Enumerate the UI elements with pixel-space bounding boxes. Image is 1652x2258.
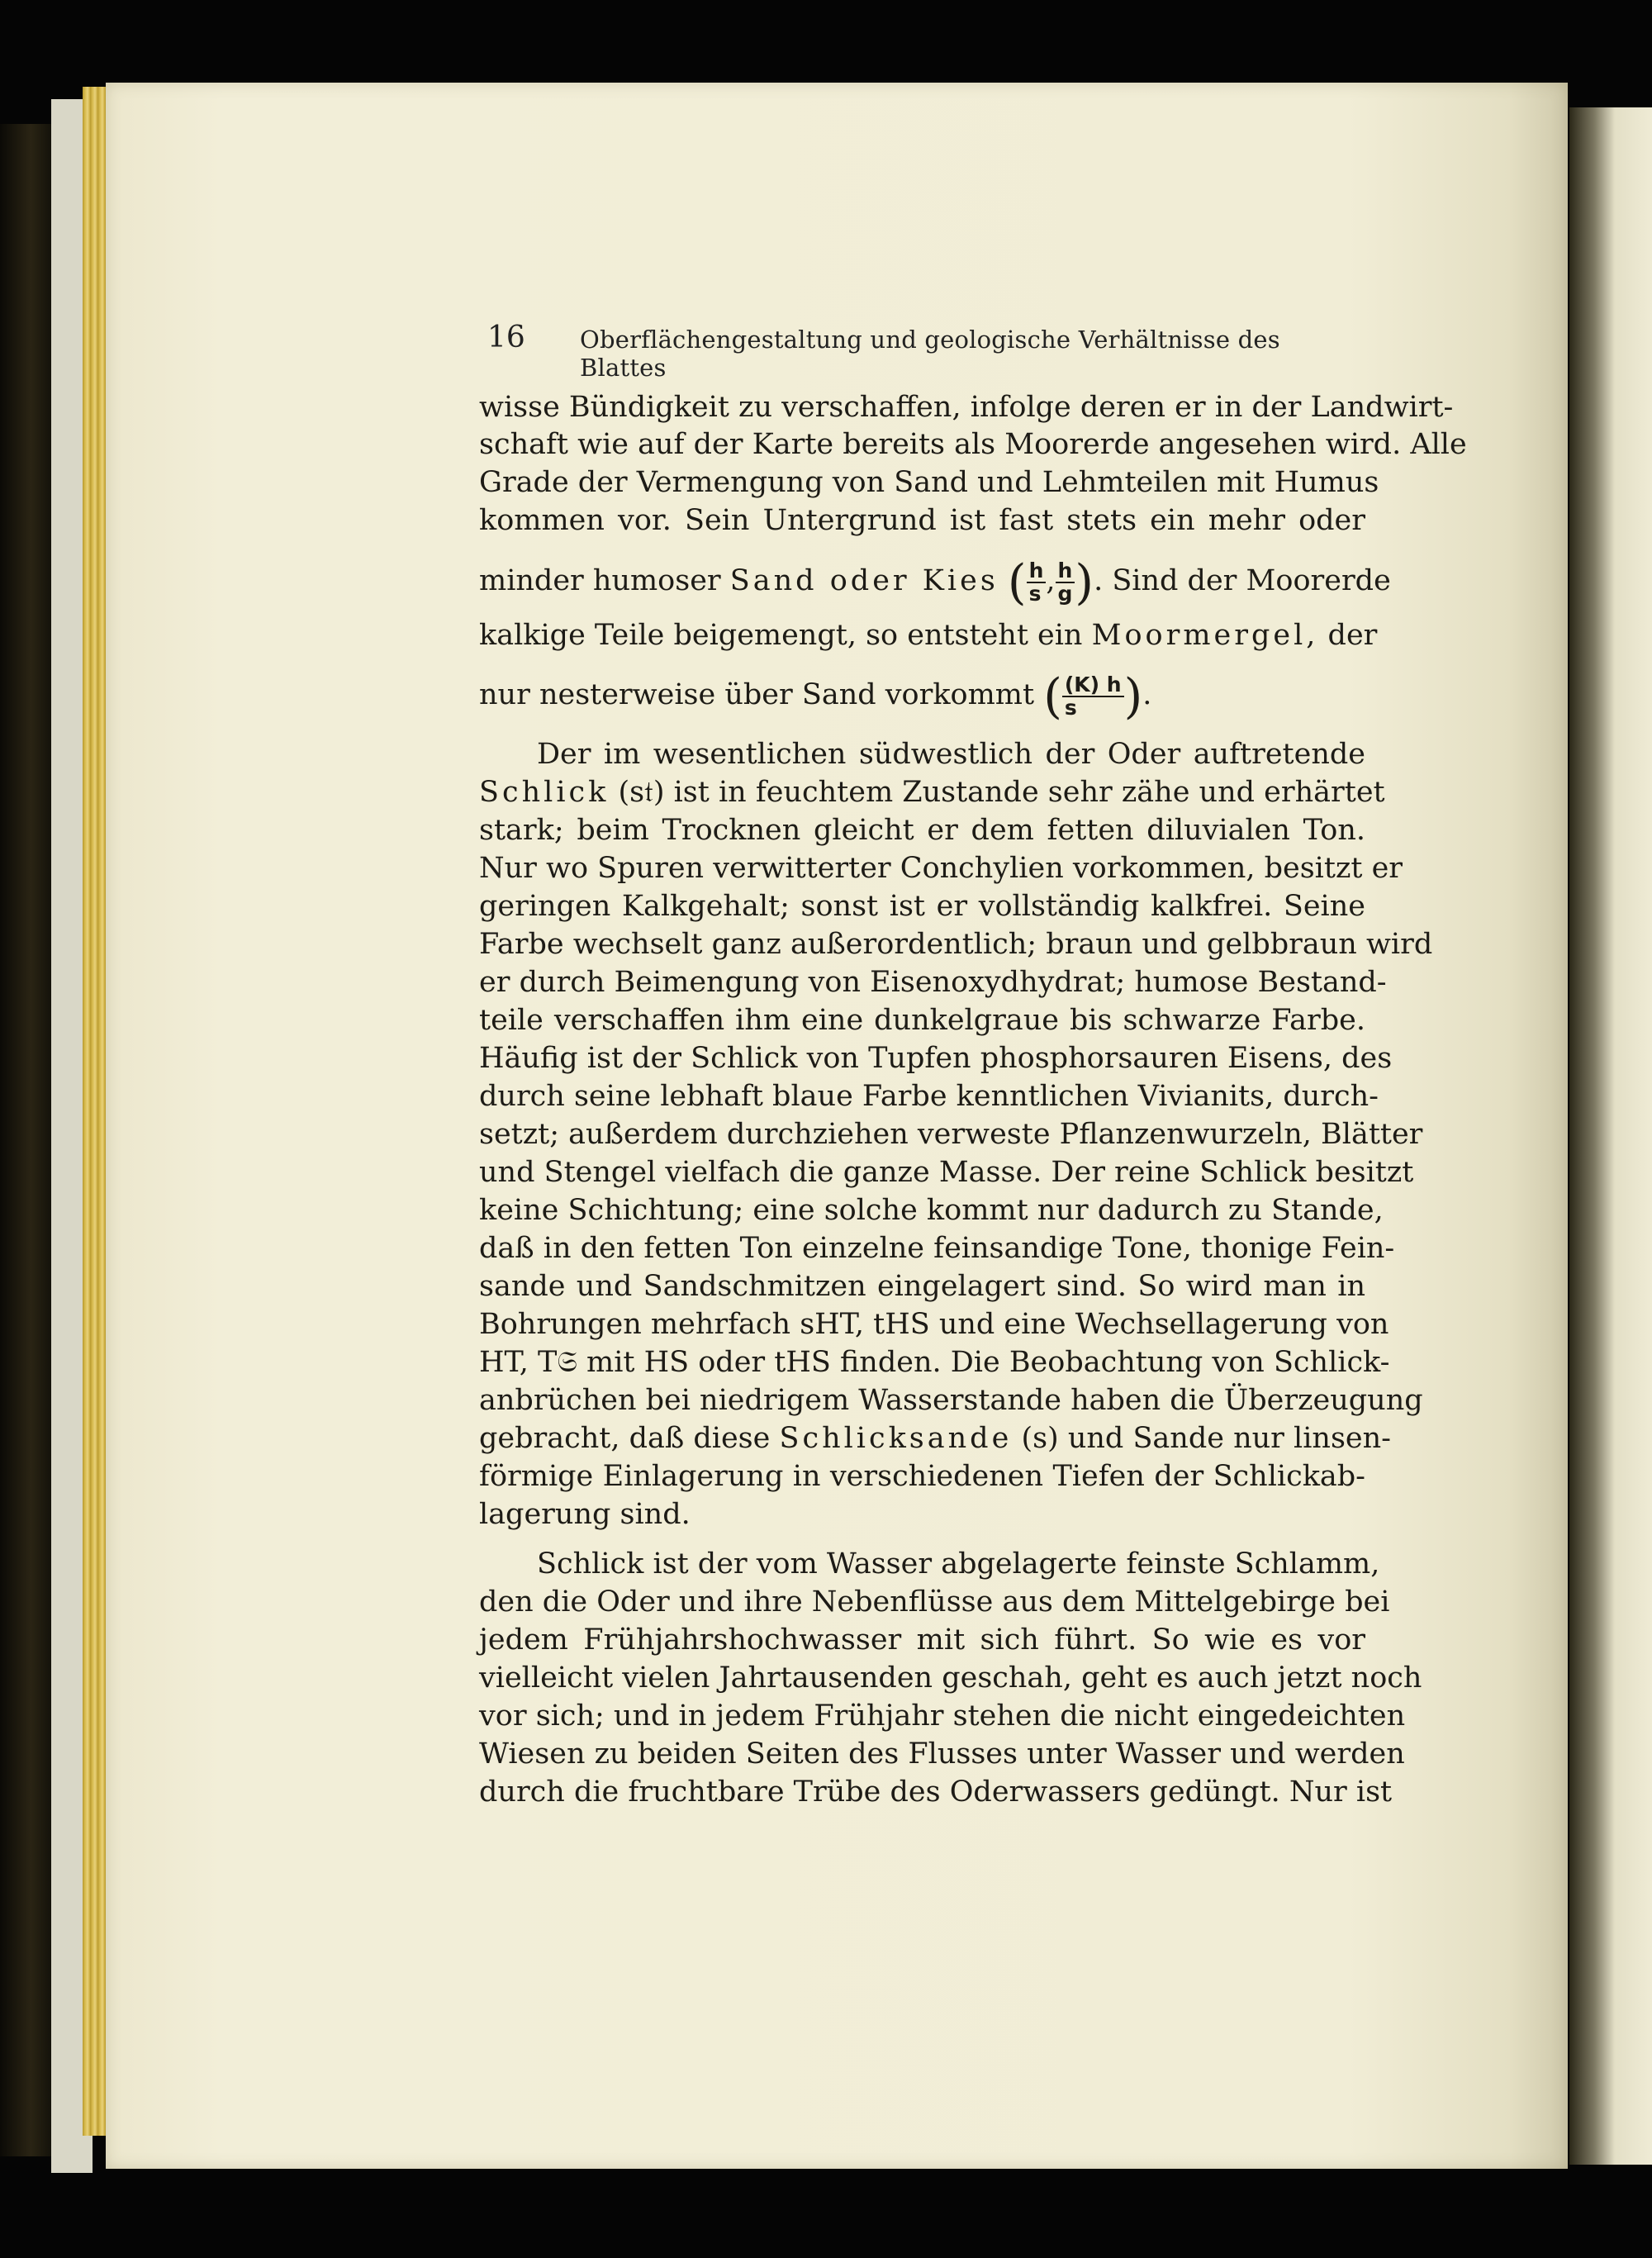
text-line: durch seine lebhaft blaue Farbe kenntlichen Vivianits, durch-	[479, 1080, 1379, 1113]
text-line: sande und Sandschmitzen eingelagert sind. So wird man in	[479, 1270, 1365, 1303]
spaced-term: Schlick	[479, 776, 610, 809]
text-line: vor sich; und in jedem Frühjahr stehen die nicht eingedeichten	[479, 1699, 1406, 1733]
spaced-term: Moormergel,	[1091, 619, 1319, 652]
text-line: geringen Kalkgehalt; sonst ist er vollständig kalkfrei. Seine	[479, 890, 1365, 923]
page-header	[487, 321, 1363, 382]
text-line: stark; beim Trocknen gleicht er dem fetten diluvialen Ton.	[479, 814, 1365, 847]
spaced-term: Sand oder Kies	[729, 564, 999, 597]
text-line: kommen vor. Sein Untergrund ist fast stets ein mehr oder	[479, 504, 1365, 537]
text-line: keine Schichtung; eine solche kommt nur dadurch zu Stande,	[479, 1194, 1384, 1227]
text-line: kalkige Teile beigemengt, so entsteht ein Moormergel, der	[479, 619, 1378, 652]
text-line: Bohrungen mehrfach sHT, tHS und eine Wechsellagerung von	[479, 1308, 1389, 1341]
text-line: lagerung sind.	[479, 1498, 691, 1531]
text-line: förmige Einlagerung in verschiedenen Tiefen der Schlickab-	[479, 1460, 1365, 1493]
text-line: jedem Frühjahrshochwasser mit sich führt. So wie es vor	[479, 1623, 1365, 1657]
text-line: Nur wo Spuren verwitterter Conchylien vorkommen, besitzt er	[479, 852, 1403, 885]
text-line: Schlick (s𝔱) ist in feuchtem Zustande sehr zähe und erhärtet	[479, 776, 1385, 809]
text-line: daß in den fetten Ton einzelne feinsandige Tone, thonige Fein-	[479, 1232, 1395, 1265]
text-line: durch die fruchtbare Trübe des Oderwassers gedüngt. Nur ist	[479, 1776, 1393, 1809]
spaced-term: Schlicksande	[779, 1422, 1013, 1455]
text-line: er durch Beimengung von Eisenoxydhydrat; humose Bestand-	[479, 966, 1387, 999]
text-line-with-formula: nur nesterweise über Sand vorkommt ( $\frac{(K) h}{s}$ ).	[479, 666, 1365, 724]
text-line: Häufig ist der Schlick von Tupfen phosphorsauren Eisens, des	[479, 1042, 1393, 1075]
text-line: anbrüchen bei niedrigem Wasserstande haben die Überzeugung	[479, 1384, 1423, 1417]
text-line: Grade der Vermengung von Sand und Lehmteilen mit Humus	[479, 466, 1379, 499]
soil-formula: ( $\frac{(K) h}{s}$ )	[1043, 668, 1143, 725]
text-line: schaft wie auf der Karte bereits als Moorerde angesehen wird. Alle	[479, 428, 1467, 461]
text-line: Wiesen zu beiden Seiten des Flusses unter Wasser und werden	[479, 1737, 1405, 1771]
text-line: setzt; außerdem durchziehen verweste Pflanzenwurzeln, Blätter	[479, 1118, 1423, 1151]
text-line: wisse Bündigkeit zu verschaffen, infolge deren er in der Landwirt-	[479, 391, 1454, 424]
text-line: HT, T𝔖 mit HS oder tHS finden. Die Beobachtung von Schlick-	[479, 1346, 1390, 1379]
book-cover-edge	[0, 124, 51, 2156]
text-line: den die Oder und ihre Nebenflüsse aus dem Mittelgebirge bei	[479, 1585, 1390, 1619]
text-line: vielleicht vielen Jahrtausenden geschah, geht es auch jetzt noch	[479, 1661, 1422, 1695]
text-line-with-formula: minder humoser Sand oder Kies ( $\frac{h}{s}$ , $\frac{h}{g}$ ). Sind der Moorerde	[479, 554, 1391, 611]
text-line: Der im wesentlichen südwestlich der Oder auftretende	[537, 738, 1365, 771]
text-line: Farbe wechselt ganz außerordentlich; braun und gelbbraun wird	[479, 928, 1433, 961]
text-line: Schlick ist der vom Wasser abgelagerte feinste Schlamm,	[537, 1547, 1380, 1581]
running-title: Oberflächengestaltung und geologische Verhältnisse des Blattes	[580, 326, 1280, 382]
facing-page-edge	[1569, 107, 1652, 2165]
page-number: 16	[487, 321, 525, 354]
soil-formula: ( $\frac{h}{s}$ , $\frac{h}{g}$ )	[1007, 554, 1094, 611]
text-line: gebracht, daß diese Schlicksande (s) und Sande nur linsen-	[479, 1422, 1391, 1455]
text-line: und Stengel vielfach die ganze Masse. Der reine Schlick besitzt	[479, 1156, 1414, 1189]
text-line: teile verschaffen ihm eine dunkelgraue bis schwarze Farbe.	[479, 1004, 1365, 1037]
